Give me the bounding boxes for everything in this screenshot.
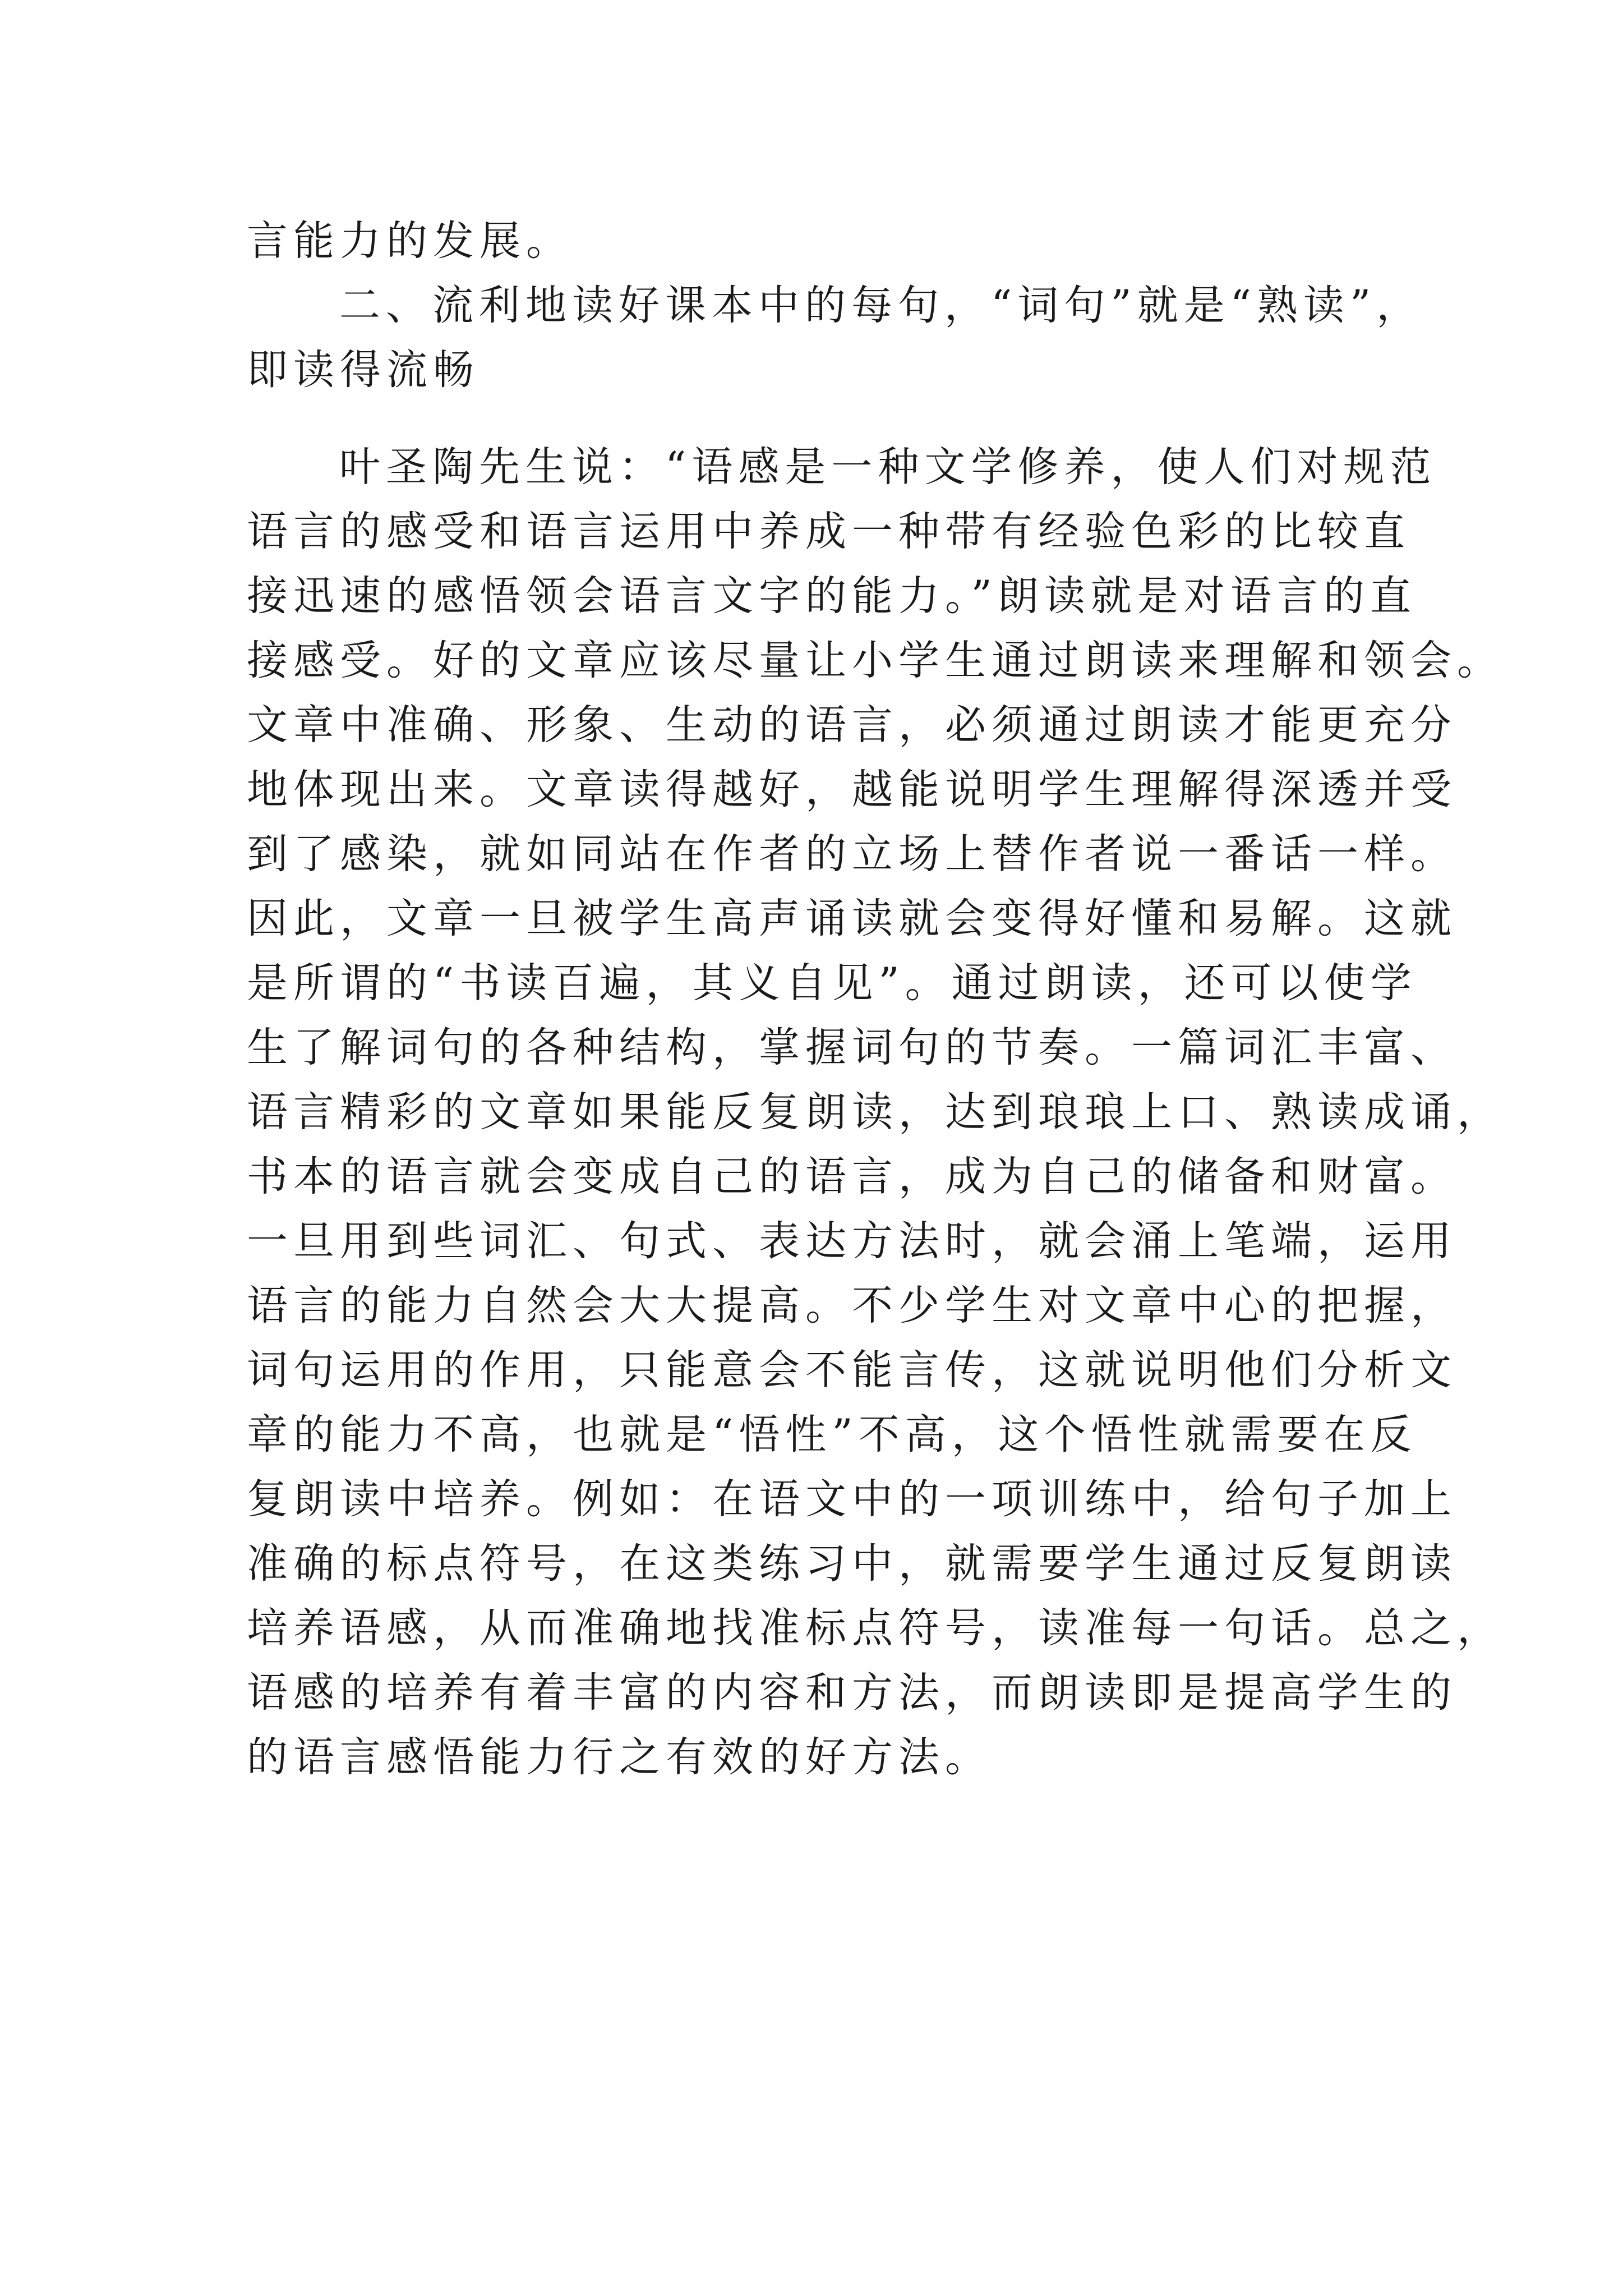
text-line: 章的能力不高，也就是“悟性”不高，这个悟性就需要在反 bbox=[247, 1411, 1417, 1458]
text-line: 词句运用的作用，只能意会不能言传，这就说明他们分析文 bbox=[247, 1346, 1457, 1394]
paragraph-continuation bbox=[247, 209, 1402, 273]
text-line: 书本的语言就会变成自己的语言，成为自己的储备和财富。 bbox=[247, 1153, 1457, 1200]
text-line: 一旦用到些词汇、句式、表达方法时，就会涌上笔端，运用 bbox=[247, 1217, 1457, 1265]
text-line: 生了解词句的各种结构，掌握词句的节奏。一篇词汇丰富、 bbox=[247, 1024, 1457, 1071]
text-line: 复朗读中培养。例如：在语文中的一项训练中，给句子加上 bbox=[247, 1475, 1457, 1523]
text-line: 文章中准确、形象、生动的语言，必须通过朗读才能更充分 bbox=[247, 701, 1457, 749]
text-line: 是所谓的“书读百遍，其义自见”。通过朗读，还可以使学 bbox=[247, 959, 1417, 1007]
text-line: 因此，文章一旦被学生高声诵读就会变得好懂和易解。这就 bbox=[247, 895, 1457, 942]
text-line: 语言精彩的文章如果能反复朗读，达到琅琅上口、熟读成诵， bbox=[247, 1088, 1504, 1136]
heading-line: 即读得流畅 bbox=[247, 346, 479, 394]
text-line: 地体现出来。文章读得越好，越能说明学生理解得深透并受 bbox=[247, 766, 1457, 813]
body-paragraph bbox=[247, 435, 1504, 1789]
text-line: 言能力的发展。 bbox=[247, 217, 573, 265]
text-line: 语言的能力自然会大大提高。不少学生对文章中心的把握， bbox=[247, 1282, 1457, 1329]
text-line: 接感受。好的文章应该尽量让小学生通过朗读来理解和领会。 bbox=[247, 637, 1504, 684]
text-line: 语言的感受和语言运用中养成一种带有经验色彩的比较直 bbox=[247, 508, 1410, 555]
text-line: 语感的培养有着丰富的内容和方法，而朗读即是提高学生的 bbox=[247, 1669, 1457, 1717]
text-line: 叶圣陶先生说：“语感是一种文学修养，使人们对规范 bbox=[339, 443, 1437, 491]
text-line: 接迅速的感悟领会语言文字的能力。”朗读就是对语言的直 bbox=[247, 572, 1417, 620]
text-line: 的语言感悟能力行之有效的好方法。 bbox=[247, 1733, 992, 1781]
text-line: 培养语感，从而准确地找准标点符号，读准每一句话。总之， bbox=[247, 1604, 1504, 1652]
text-line: 到了感染，就如同站在作者的立场上替作者说一番话一样。 bbox=[247, 830, 1457, 878]
heading-line: 二、流利地读好课本中的每句，“词句”就是“熟读”， bbox=[339, 282, 1423, 329]
text-line: 准确的标点符号，在这类练习中，就需要学生通过反复朗读 bbox=[247, 1540, 1457, 1588]
section-heading bbox=[247, 273, 1423, 402]
